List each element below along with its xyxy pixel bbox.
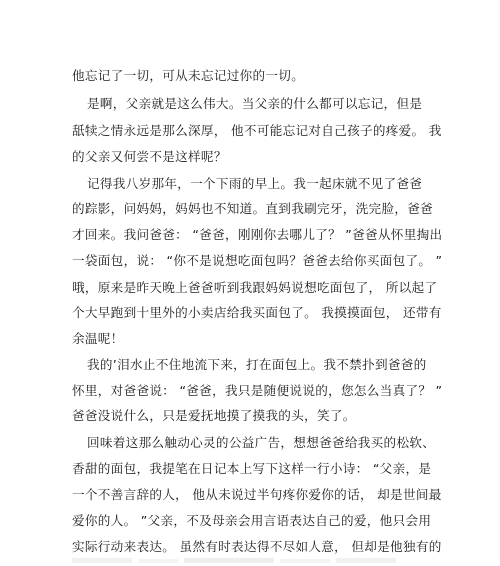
text-line-18: 爱你的人。 ”父亲，不及母亲会用言语表达自己的爱，他只会用 (72, 513, 432, 528)
text-line-3: 舐犊之情永远是那么深厚， 他不可能忘记对自己孩子的疼爱。 我 (72, 123, 442, 138)
text-line-8: 一袋面包，说： “你不是说想吃面包吗？爸爸去给你买面包了。 ” (72, 253, 443, 268)
text-line-19: 实际行动来表达。 虽然有时表达得不尽如人意， 但却是他独有的 (72, 539, 442, 554)
text-line-4: 的父亲又何尝不是这样呢？ (72, 149, 227, 164)
text-line-1: 他忘记了一切，可从未忘记过你的一切。 (72, 68, 305, 83)
text-line-15: 回味着这那么触动心灵的公益广告，想想爸爸给我买的松软、 (87, 435, 436, 450)
text-line-16: 香甜的面包，我提笔在日记本上写下这样一行小诗： “父亲，是 (72, 461, 432, 476)
text-line-14: 爸爸没说什么，只是爱抚地摸了摸我的头，笑了。 (72, 408, 356, 423)
text-line-10: 个大早跑到十里外的小卖店给我买面包了。 我摸摸面包， 还带有 (72, 305, 442, 320)
watermark-texture (72, 556, 402, 566)
text-line-13: 怀里，对爸爸说： “爸爸，我只是随便说说的，您怎么当真了？ ” (72, 383, 443, 398)
text-line-11: 余温呢！ (72, 331, 124, 346)
text-line-6: 的踪影，问妈妈，妈妈也不知道。直到我刷完牙，洗完脸，爸爸 (72, 201, 434, 216)
text-line-2: 是啊，父亲就是这么伟大。当父亲的什么都可以忘记，但是 (87, 96, 423, 111)
text-line-7: 才回来。我问爸爸： “爸爸，刚刚你去哪儿了？ ”爸爸从怀里掏出 (72, 227, 443, 242)
text-line-17: 一个不善言辞的人， 他从未说过半句疼你爱你的话， 却是世间最 (72, 487, 442, 502)
text-line-9: 哦，原来是昨天晚上爸爸听到我跟妈妈说想吃面包了， 所以起了 (72, 280, 438, 295)
text-line-12: 我的’泪水止不住地流下来，打在面包上。我不禁扑到爸爸的 (87, 357, 427, 372)
text-line-5: 记得我八岁那年，一个下雨的早上。我一起床就不见了爸爸 (87, 176, 423, 191)
faint-watermark-strip (72, 556, 402, 566)
